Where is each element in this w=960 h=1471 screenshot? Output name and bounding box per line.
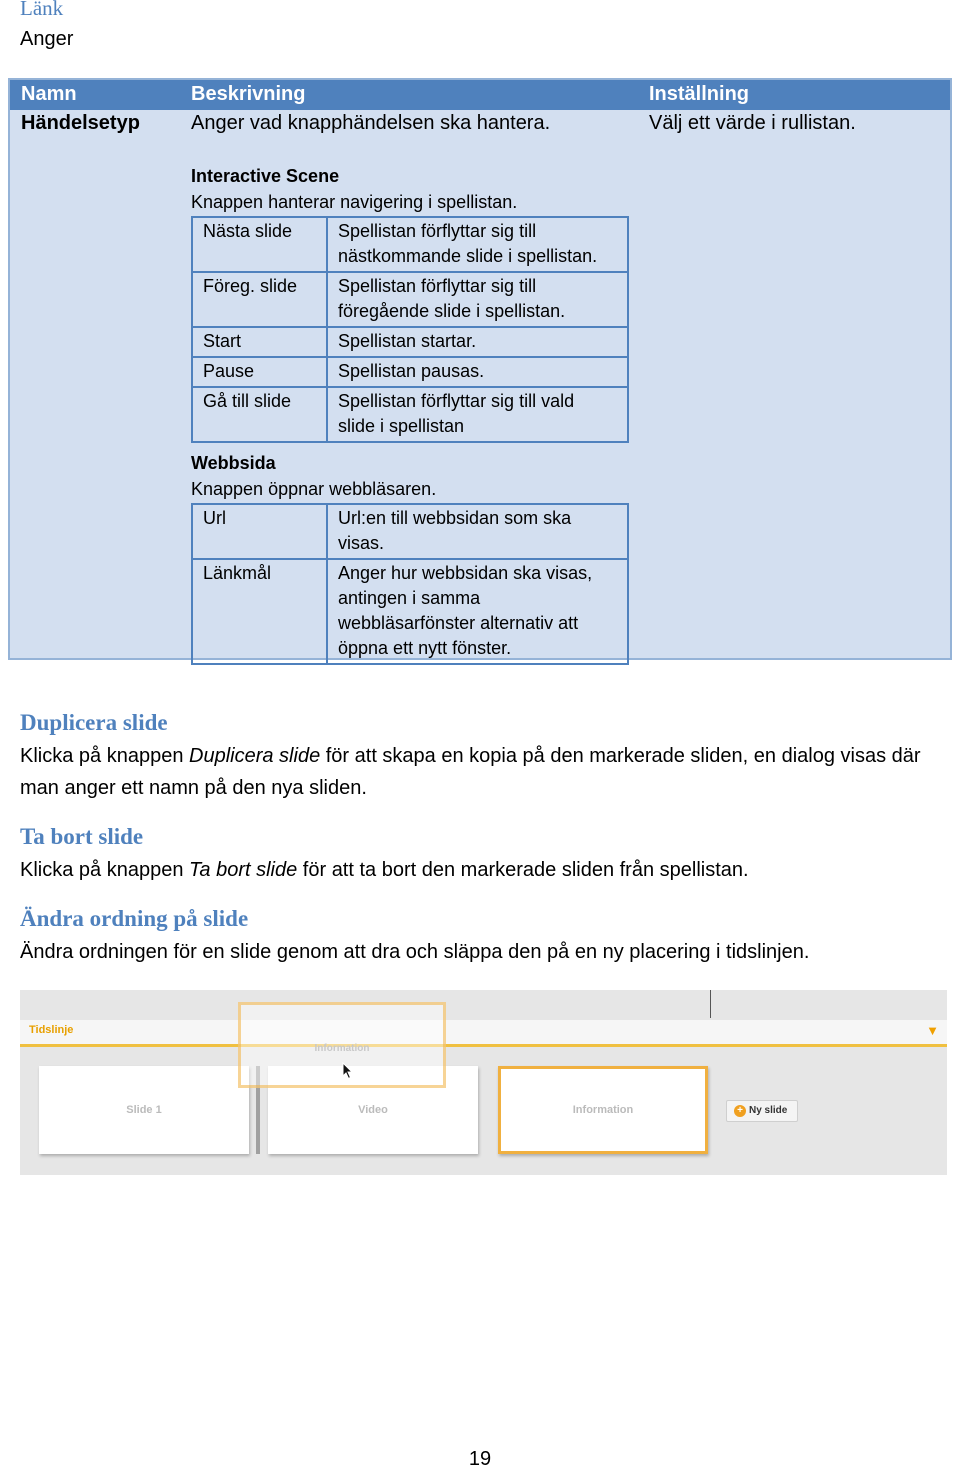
duplicate-heading: Duplicera slide: [20, 710, 168, 735]
option-description: Spellistan förflyttar sig till vald slide i spellistan: [327, 387, 628, 442]
properties-table: [8, 78, 952, 660]
interactive-scene-title: Interactive Scene: [191, 166, 340, 186]
table-row: [192, 327, 628, 357]
new-slide-label: Ny slide: [749, 1105, 788, 1116]
webbsida-table: [191, 503, 629, 665]
delete-heading: Ta bort slide: [20, 824, 144, 849]
option-description: Spellistan pausas.: [327, 357, 628, 387]
new-slide-button[interactable]: [726, 1100, 798, 1122]
option-name: Url: [192, 504, 327, 559]
dragged-slide[interactable]: Information: [238, 1002, 446, 1088]
table-row: [192, 217, 628, 272]
timeline-title: Tidslinje: [29, 1024, 74, 1036]
table-row: [192, 357, 628, 387]
row-description: Anger vad knapphändelsen ska hantera.: [191, 112, 551, 134]
delete-text: Klicka på knappen Ta bort slide för att ta bort den markerade sliden från spellistan.: [20, 859, 749, 881]
link-description: Anger: [20, 28, 74, 50]
triangle-down-icon[interactable]: ▼: [926, 1023, 939, 1038]
mouse-pointer-icon: [342, 1062, 354, 1080]
interactive-scene-description: Knappen hanterar navigering i spellistan.: [191, 192, 518, 212]
slide-card[interactable]: Video: [268, 1066, 478, 1154]
option-description: Anger hur webbsidan ska visas, antingen i samma webbläsarfönster alternativ att öppna ett nytt fönster.: [327, 559, 628, 664]
option-name: Start: [192, 327, 327, 357]
table-row: [192, 504, 628, 559]
duplicate-text: Klicka på knappen Duplicera slide för att skapa en kopia på den markerade sliden, en dialog visas där man anger ett namn på den nya sliden.: [20, 745, 921, 799]
table-row: [192, 272, 628, 327]
option-name: Nästa slide: [192, 217, 327, 272]
option-name: Länkmål: [192, 559, 327, 664]
reorder-heading: Ändra ordning på slide: [20, 906, 249, 931]
option-name: Pause: [192, 357, 327, 387]
reorder-text: Ändra ordningen för en slide genom att dra och släppa den på en ny placering i tidslinjen.: [20, 941, 810, 963]
link-heading: Länk: [20, 0, 64, 20]
page-number: 19: [468, 1448, 492, 1470]
option-name: Gå till slide: [192, 387, 327, 442]
table-row: [192, 559, 628, 664]
table-row: [10, 110, 950, 140]
webbsida-title: Webbsida: [191, 453, 276, 473]
option-description: Spellistan startar.: [327, 327, 628, 357]
option-description: Spellistan förflyttar sig till nästkommande slide i spellistan.: [327, 217, 628, 272]
option-description: Spellistan förflyttar sig till föregående slide i spellistan.: [327, 272, 628, 327]
plus-icon: +: [734, 1105, 746, 1117]
timeline-screenshot: [20, 990, 947, 1175]
slide-card[interactable]: Slide 1: [39, 1066, 249, 1154]
option-description: Url:en till webbsidan som ska visas.: [327, 504, 628, 559]
webbsida-description: Knappen öppnar webbläsaren.: [191, 479, 437, 499]
table-row: [192, 387, 628, 442]
header-description: Beskrivning: [191, 83, 306, 105]
slide-card-selected[interactable]: Information: [498, 1066, 708, 1154]
header-setting: Inställning: [649, 83, 749, 105]
row-setting: Välj ett värde i rullistan.: [649, 112, 856, 134]
option-name: Föreg. slide: [192, 272, 327, 327]
header-name: Namn: [21, 83, 77, 105]
interactive-scene-table: [191, 216, 629, 443]
timeline-bar[interactable]: [20, 1020, 947, 1047]
text-cursor-line: [710, 990, 711, 1018]
row-name: Händelsetyp: [21, 112, 140, 134]
table-header: [10, 80, 950, 110]
